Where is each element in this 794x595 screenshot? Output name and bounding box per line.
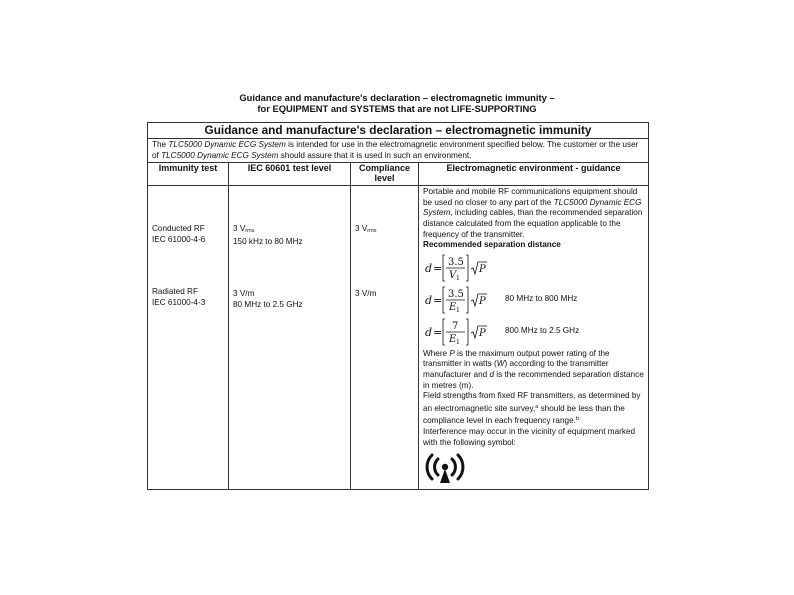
heading-line-2: for EQUIPMENT and SYSTEMS that are not LIFE-SUPPORTING <box>257 103 537 114</box>
heading-line-1: Guidance and manufacture's declaration – electromagnetic immunity – <box>239 92 555 103</box>
svg-text:d: d <box>425 293 433 307</box>
svg-text:=: = <box>433 261 443 275</box>
where-text: Where P is the maximum output power rating of the transmitter in watts (W) according to the transmitter manufacturer and d is the recommended separation distance in metres (m). <box>423 348 644 390</box>
frequency-range-label: 80 MHz to 800 MHz <box>505 294 578 304</box>
svg-text:1: 1 <box>456 306 460 314</box>
svg-text:E: E <box>449 333 457 345</box>
table-intro: The TLC5000 Dynamic ECG System is intended for use in the electromagnetic environment specified below. The customer or the user of TLC5000 Dynamic ECG System should assure that it is used in such an environment. <box>148 139 649 163</box>
header-test-level: IEC 60601 test level <box>229 163 351 186</box>
header-compliance-level: Compliance level <box>351 163 419 186</box>
interference-text: Interference may occur in the vicinity of equipment marked with the following symbol: <box>423 426 636 447</box>
svg-text:3.5: 3.5 <box>448 256 464 268</box>
equation-conducted <box>423 253 644 283</box>
recommended-distance-label: Recommended separation distance <box>423 240 561 250</box>
compliance-level-cell: 3 Vrms 3 V/m <box>351 186 419 490</box>
non-ionizing-radiation-icon <box>423 452 644 488</box>
product-name: TLC5000 Dynamic ECG System <box>161 150 279 160</box>
svg-text:7: 7 <box>452 320 459 332</box>
svg-text:=: = <box>433 325 443 339</box>
header-immunity-test: Immunity test <box>148 163 229 186</box>
svg-text:V: V <box>449 269 457 281</box>
product-name: TLC5000 Dynamic ECG System <box>168 140 286 149</box>
svg-text:d: d <box>425 261 433 275</box>
field-strength-text: Field strengths from fixed RF transmitters, as determined by an electromagnetic site survey,$^a$ should be less than the compliance level in each frequency range.$^b$ <box>423 391 641 426</box>
table-row <box>148 186 649 490</box>
portable-guidance-text: Portable and mobile RF communications equipment should be used no closer to any part of the TLC5000 Dynamic ECG System, including cables, than the recommended separation distance calculated from the equation applicable to the frequency of the transmitter. <box>423 187 643 239</box>
guidance-cell <box>419 186 649 490</box>
svg-text:1: 1 <box>456 274 460 282</box>
emc-immunity-table <box>147 122 649 490</box>
svg-text:d: d <box>425 325 433 339</box>
table-title: Guidance and manufacture's declaration – electromagnetic immunity <box>148 123 649 139</box>
svg-text:E: E <box>449 301 457 313</box>
svg-text:1: 1 <box>456 338 460 346</box>
svg-text:P: P <box>479 263 486 275</box>
frequency-range-label: 800 MHz to 2.5 GHz <box>505 326 580 336</box>
svg-text:3.5: 3.5 <box>448 288 464 300</box>
svg-text:P: P <box>479 295 486 307</box>
test-level-cell: 3 Vrms 150 kHz to 80 MHz 3 V/m 80 MHz to 2.5 GHz <box>229 186 351 490</box>
svg-text:P: P <box>479 327 486 339</box>
immunity-test-cell: Conducted RF IEC 61000-4-6 Radiated RF IEC 61000-4-3 <box>148 186 229 490</box>
equation-radiated-high <box>423 317 644 347</box>
svg-text:=: = <box>433 293 443 307</box>
header-guidance: Electromagnetic environment - guidance <box>419 163 649 186</box>
page-heading <box>0 92 794 114</box>
equation-radiated-low <box>423 285 644 315</box>
